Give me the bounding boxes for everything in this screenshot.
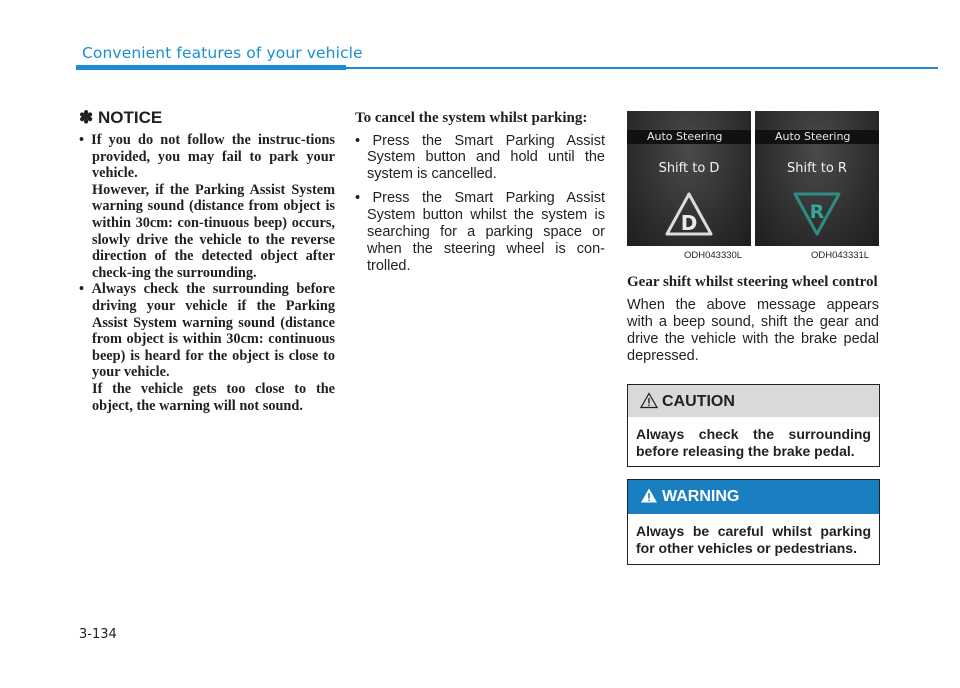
figure-codes [627, 246, 879, 262]
cancel-heading: To cancel the system whilst parking: [355, 110, 588, 126]
gear-letter: R [809, 201, 825, 223]
notice-item [79, 281, 335, 414]
header-rule-thick [76, 65, 346, 70]
gear-heading: Gear shift whilst steering wheel control [627, 274, 878, 290]
cluster-screen-shift-r [755, 111, 879, 246]
warning-box [627, 479, 880, 565]
notice-item [79, 132, 335, 281]
gear-d-icon [664, 191, 714, 237]
page-header-title: Convenient features of your vehicle [82, 44, 363, 62]
notice-item-paragraph: Always check the surrounding before driving your vehicle if the Parking Assist System warning sound (distance from object is within 30cm: continuous beep) is heard for the object is close to your vehicle. [91, 281, 335, 381]
cluster-screens-figure [627, 111, 879, 246]
cancel-bullet-text: Press the Smart Parking Assist System button whilst the system is searching for a parking space or when the steering wheel is con-trolled. [367, 190, 606, 274]
warning-triangle-outline-icon [640, 392, 658, 409]
warning-body: Always be careful whilst parking for other vehicles or pedestrians. [636, 523, 871, 556]
figure-code: ODH043331L [811, 250, 870, 261]
notice-item-paragraph: However, if the Parking Assist System warning sound (distance from object is within 30cm: con-tinuous beep) occurs, slowly drive the vehicle to the reverse direction of the detected object after check-ing the surrounding. [92, 181, 335, 281]
gear-letter: D [680, 211, 698, 235]
warning-triangle-filled-icon [640, 487, 658, 504]
gear-body: When the above message appears with a beep sound, shift the gear and drive the vehicle with the brake pedal depressed. [627, 296, 879, 364]
cancel-bullet-text: Press the Smart Parking Assist System button and hold until the system is cancelled. [367, 132, 606, 183]
cancel-bullet-item: • Press the Smart Parking Assist System button whilst the system is searching for a parking space or when the steering wheel is con-trolled. [355, 190, 606, 274]
warning-header [628, 480, 879, 514]
notice-heading [79, 108, 335, 128]
cancel-bullet-item: • Press the Smart Parking Assist System button and hold until the system is cancelled. [355, 132, 606, 183]
notice-title: NOTICE [97, 108, 163, 127]
notice-section [79, 108, 335, 414]
screen-bar-label: Auto Steering [775, 130, 851, 143]
caution-title: CAUTION [662, 393, 735, 410]
page-number: 3-134 [79, 627, 117, 642]
notice-list [79, 132, 335, 414]
header-rule-thin [346, 67, 938, 69]
caution-box [627, 384, 880, 467]
screen-message: Shift to R [787, 161, 847, 176]
gear-r-icon [792, 191, 842, 237]
bullet-icon: • [79, 132, 85, 148]
screen-bar-label: Auto Steering [647, 130, 723, 143]
screen-message: Shift to D [658, 161, 720, 176]
notice-symbol-icon: ✽ [79, 108, 94, 127]
notice-item-paragraph: If the vehicle gets too close to the object, the warning will not sound. [92, 380, 335, 414]
bullet-icon: • [79, 281, 85, 298]
gear-shift-section [627, 111, 879, 365]
warning-title: WARNING [662, 488, 740, 505]
cancel-section [355, 110, 605, 282]
caution-body: Always check the surrounding before releasing the brake pedal. [636, 426, 871, 459]
notice-item-paragraph: If you do not follow the instruc-tions provided, you may fail to park your vehicle. [91, 132, 335, 182]
caution-header [628, 385, 879, 417]
figure-code: ODH043330L [684, 250, 743, 261]
cluster-screen-shift-d [627, 111, 751, 246]
cancel-bullets [355, 133, 605, 275]
